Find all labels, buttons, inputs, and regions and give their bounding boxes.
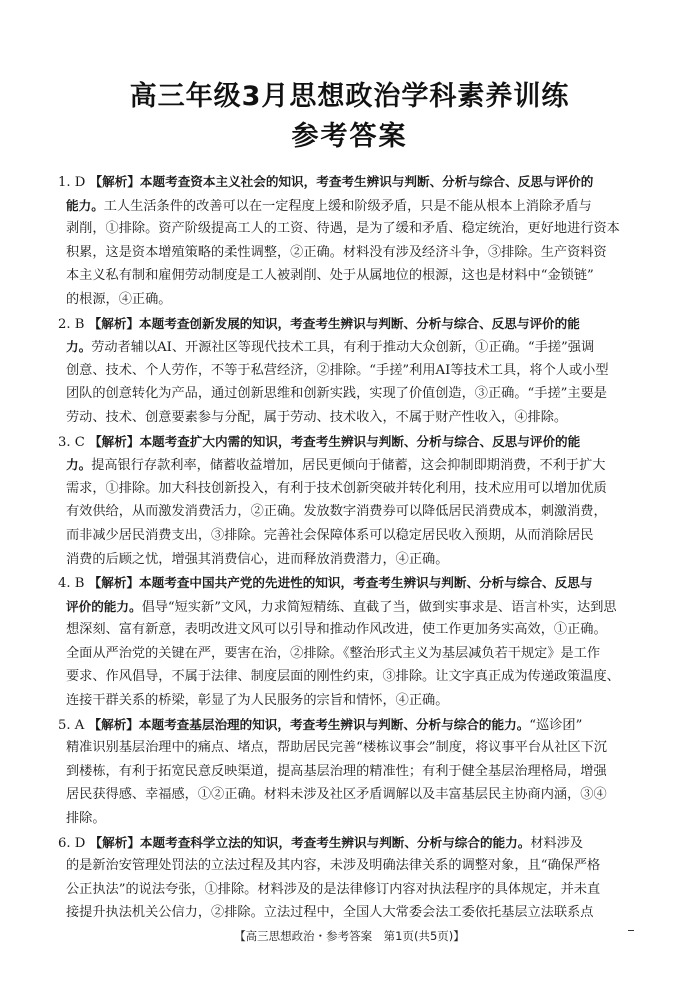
- answer-line: [66, 500, 642, 524]
- analysis-text: 连接干群关系的桥梁，彰显了为人民服务的宗旨和情怀，④正确。: [66, 693, 449, 709]
- analysis-text: 倡导“短实新”文风，力求简短精练、直截了当，做到实事求是、语言朴实，达到思: [141, 599, 617, 615]
- analysis-heading-text: 力。: [66, 457, 92, 473]
- analysis-text: 到楼栋，有利于拓宽民意反映渠道，提高基层治理的精准性；有利于健全基层治理格局，增强: [66, 763, 607, 779]
- analysis-text: 的是新治安管理处罚法的立法过程及其内容，未涉及明确法律关系的调整对象，且“确保严格: [66, 858, 601, 874]
- answer-number: 1. D: [58, 175, 90, 190]
- answer-line: [58, 571, 642, 595]
- analysis-text: 有效供给，从而激发消费活力，②正确。发放数字消费券可以降低居民消费成本，刺激消费，: [66, 504, 607, 520]
- answer-line: [66, 760, 642, 784]
- analysis-heading-text: 【解析】本题考查科学立法的知识，考查考生辨识与判断、分析与综合的能力。: [89, 834, 531, 850]
- page-title: 高三年级3月思想政治学科素养训练: [129, 81, 570, 112]
- page-footer: 【高三思想政治・参考答案 第1页(共5页)】: [234, 929, 465, 943]
- answer-line: [66, 335, 642, 359]
- answer-item: [58, 312, 642, 430]
- answer-line: [66, 665, 642, 689]
- answer-item: [58, 430, 642, 572]
- analysis-heading-text: 能力。: [66, 197, 104, 213]
- analysis-text: 材料涉及: [530, 835, 584, 851]
- answer-line: [66, 453, 642, 477]
- analysis-text: 需求，①排除。加大科技创新投入，有利于技术创新突破并转化利用，技术应用可以增加优质: [66, 480, 607, 496]
- answer-line: [66, 217, 642, 241]
- analysis-text: 劳动者辅以AI、开源社区等现代技术工具，有利于推动大众创新，①正确。“手搓”强调: [91, 340, 595, 356]
- answer-line: [66, 406, 642, 430]
- answer-line: [58, 170, 642, 194]
- answer-line: [66, 901, 642, 925]
- answer-line: [58, 430, 642, 454]
- analysis-text: 精准识别基层治理中的痛点、堵点，帮助居民完善“楼栋议事会”制度，将议事平台从社区下沉: [66, 740, 607, 756]
- analysis-text: 积累，这是资本增殖策略的柔性调整，②正确。材料没有涉及经济斗争，③排除。生产资料资: [66, 244, 607, 260]
- answer-line: [66, 618, 642, 642]
- answer-line: [58, 831, 642, 855]
- analysis-heading-text: 【解析】本题考查中国共产党的先进性的知识，考查考生辨识与判断、分析与综合、反思与: [88, 575, 593, 591]
- analysis-text: 劳动、技术、创意要素参与分配，属于劳动、技术收入，不属于财产性收入，④排除。: [66, 409, 568, 425]
- analysis-text: 接提升执法机关公信力，②排除。立法过程中，全国人大常委会法工委依托基层立法联系点: [66, 905, 594, 921]
- analysis-text: 创意、技术、个人劳作，不等于私营经济，②排除。“手搓”利用AI等技术工具，将个人或小型: [66, 362, 609, 378]
- answer-line: [66, 548, 642, 572]
- answer-item: [58, 831, 642, 925]
- analysis-heading-text: 【解析】本题考查基层治理的知识，考查考生辨识与判断、分析与综合的能力。: [88, 716, 530, 732]
- answer-item: [58, 170, 642, 312]
- analysis-text: 提高银行存款利率，储蓄收益增加，居民更倾向于储蓄，这会抑制即期消费，不利于扩大: [91, 458, 606, 474]
- answer-line: [66, 264, 642, 288]
- answer-number: 4. B: [58, 576, 89, 592]
- answer-line: [66, 359, 642, 383]
- analysis-heading-text: 【解析】本题考查扩大内需的知识，考查考生辨识与判断、分析与综合、反思与评价的能: [89, 433, 581, 449]
- answer-number: 3. C: [58, 434, 90, 450]
- analysis-text: 而非减少居民消费支出，③排除。完善社会保障体系可以稳定居民收入预期，从而消除居民: [66, 527, 594, 543]
- analysis-text: 剥削，①排除。资产阶级提高工人的工资、待遇，是为了缓和矛盾、稳定统治，更好地进行资本: [66, 221, 620, 237]
- answer-line: [66, 595, 642, 619]
- analysis-text: 要求、作风倡导，不属于法律、制度层面的刚性约束，③排除。让文字真正成为传递政策温度、: [66, 669, 620, 685]
- answer-number: 6. D: [58, 835, 90, 851]
- analysis-text: 本主义私有制和雇佣劳动制度是工人被剥削、处于从属地位的根源，这也是材料中“金锁链”: [66, 268, 594, 284]
- answer-line: [66, 807, 642, 831]
- analysis-text: 排除。: [66, 811, 106, 827]
- analysis-text: 的根源，④正确。: [66, 291, 172, 307]
- answer-line: [66, 854, 642, 878]
- answer-line: [66, 194, 642, 218]
- answer-item: [58, 713, 642, 831]
- answer-line: [66, 477, 642, 501]
- answer-item: [58, 571, 642, 713]
- analysis-text: 团队的创意转化为产品，通过创新思维和创新实践，实现了价值创造，③正确。“手搓”主要是: [66, 386, 607, 402]
- answer-line: [66, 382, 642, 406]
- answer-line: [66, 736, 642, 760]
- answer-line: [66, 689, 642, 713]
- answer-line: [66, 878, 642, 902]
- analysis-text: 居民获得感、幸福感，①②正确。材料未涉及社区矛盾调解以及丰富基层民主协商内涵，③④: [66, 787, 607, 803]
- answer-line: [66, 241, 642, 265]
- analysis-heading-text: 【解析】本题考查创新发展的知识，考查考生辨识与判断、分析与综合、反思与评价的能: [88, 315, 580, 331]
- page-subtitle: 参考答案: [291, 121, 408, 152]
- answer-line: [66, 524, 642, 548]
- answer-line: [66, 288, 642, 312]
- analysis-heading-text: 力。: [66, 339, 92, 355]
- corner-mark: [628, 930, 634, 931]
- analysis-text: 想深刻、富有新意，表明改进文风可以引导和推动作风改进，使工作更加务实高效，①正确。: [66, 622, 607, 638]
- analysis-text: 全面从严治党的关键在严，要害在治，②排除。《整治形式主义为基层减负若干规定》是工作: [66, 645, 601, 661]
- analysis-heading-text: 【解析】本题考查资本主义社会的知识，考查考生辨识与判断、分析与综合、反思与评价的: [89, 174, 594, 189]
- answer-line: [58, 312, 642, 336]
- analysis-text: 工人生活条件的改善可以在一定程度上缓和阶级矛盾，只是不能从根本上消除矛盾与: [103, 198, 592, 214]
- answer-line: [66, 783, 642, 807]
- analysis-text: 消费的后顾之忧，增强其消费信心，进而释放消费潜力，④正确。: [66, 551, 449, 567]
- analysis-text: “巡诊团”: [529, 717, 583, 733]
- answer-number: 5. A: [58, 717, 89, 733]
- answer-number: 2. B: [58, 316, 89, 332]
- analysis-heading-text: 评价的能力。: [66, 598, 142, 614]
- analysis-text: 公正执法”的说法夸张，①排除。材料涉及的是法律修订内容对执法程序的具体规定，并未直: [66, 881, 601, 897]
- answer-line: [66, 642, 642, 666]
- answer-list: [58, 170, 642, 925]
- answer-line: [58, 713, 642, 737]
